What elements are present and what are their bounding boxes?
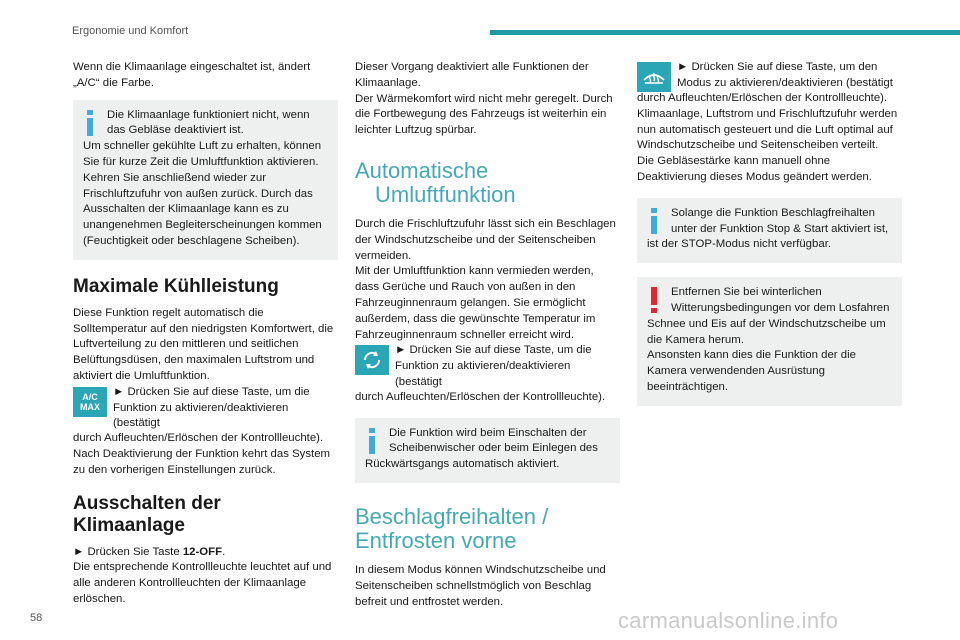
- info-icon: [647, 208, 661, 234]
- info-icon: [365, 428, 379, 454]
- column-3: [637, 60, 902, 416]
- watermark: carmanualsonline.info: [618, 608, 839, 633]
- heading-auto-recirculation: Automatische Umluftfunktion: [355, 157, 516, 207]
- info-box-stopstart: [637, 198, 902, 263]
- heading-max-cooling: Maximale Kühlleistung: [73, 275, 279, 297]
- heading-ac-off: Ausschalten der Klimaanlage: [73, 492, 221, 536]
- warning-first-line: Entfernen Sie bei winterlichen Witterungsbedingungen vor dem Losfahren: [647, 285, 892, 317]
- acmax-instruction: A/C MAX ► Drücken Sie auf diese Taste, um die Funktion zu aktivieren/deaktivieren (bestätigt: [73, 385, 338, 432]
- recirc-instruction: ► Drücken Sie auf diese Taste, um die Funktion zu aktivieren/deaktivieren (bestätigt: [355, 343, 620, 390]
- warning-box-camera: [637, 277, 902, 406]
- ac-off-press: ► Drücken Sie Taste 12-OFF.: [73, 545, 226, 558]
- defrost-text: In diesem Modus können Windschutzscheibe und Seitenscheiben schnellstmöglich von Beschlag befreit und entfrostet werden.: [355, 563, 606, 608]
- defrost-continued: durch Aufleuchten/Erlöschen der Kontrollleuchte).: [637, 92, 888, 104]
- recirc-continued: durch Aufleuchten/Erlöschen der Kontrollleuchte).: [355, 390, 606, 403]
- acmax-continued: durch Aufleuchten/Erlöschen der Kontrollleuchte). Nach Deaktivierung der Funktion kehrt das System zu den vorherigen Einstellungen zurück.: [73, 432, 331, 476]
- page-number: 58: [30, 612, 43, 624]
- recirculation-button-icon: [355, 345, 389, 375]
- heading-defrost: Beschlagfreihalten / Entfrosten vorne: [355, 503, 549, 553]
- ac-off-text: Die entsprechende Kontrollleuchte leuchtet auf und alle anderen Kontrollleuchten der Klimaanlage erlöschen.: [73, 561, 332, 605]
- info-first-line: Die Klimaanlage funktioniert nicht, wenn das Gebläse deaktiviert ist.: [83, 108, 328, 140]
- off-key-label: 12-OFF: [182, 545, 223, 558]
- header-accent-bar: [490, 30, 960, 35]
- max-cooling-text: Diese Funktion regelt automatisch die Solltemperatur auf den niedrigsten Komfortwert, die Luftverteilung zu den mittleren und seitlichen Belüftungsdüsen, den maximalen Luftstrom und aktiviert die Umluftfunktion.: [73, 306, 334, 382]
- info-first-line: Solange die Funktion Beschlagfreihalten unter der Funktion Stop & Start aktiviert ist,: [647, 206, 892, 238]
- recirc-text: Durch die Frischluftzufuhr lässt sich ein Beschlagen der Windschutzscheibe und der Seitenscheiben vermeiden.: [355, 217, 616, 262]
- defrost-instruction: ► Drücken Sie auf diese Taste, um den Modus zu aktivieren/deaktivieren (bestätigt: [637, 60, 902, 92]
- warning-body-2: Ansonsten kann dies die Funktion der die Kamera verwendenden Ausrüstung beeinträchtigen.: [647, 349, 856, 393]
- recirc-text-2: Mit der Umluftfunktion kann vermieden werden, dass Gerüche und Rauch von außen in den Fahrzeuginnenraum gelangen. Sie ermöglicht außerdem, dass die gewünschte Temperatur im Fahrzeuginnenraum schneller erreicht wird.: [355, 265, 596, 341]
- info-body: Um schneller gekühlte Luft zu erhalten, können Sie für kurze Zeit die Umluftfunktion aktivieren. Kehren Sie anschließend wieder zur Frischluftzufuhr von außen zurück. Durch das Ausschalten der Klimaanlage kann es zu unangenehmen Begleiterscheinungen kommen (Feuchtigkeit oder beschlagene Scheiben).: [83, 140, 322, 247]
- ac-label: „A/C“ die Farbe.: [73, 76, 155, 89]
- defrost-auto-text: Klimaanlage, Luftstrom und Frischluftzufuhr werden nun automatisch gesteuert und die Luft optimal auf Windschutzscheibe und Seitenscheiben verteilt.: [637, 107, 898, 152]
- info-box-climate: [73, 100, 338, 260]
- info-body: Rückwärtsgangs automatisch aktiviert.: [365, 458, 560, 471]
- column-1: [73, 60, 338, 608]
- info-icon: [83, 110, 97, 136]
- info-first-line: Die Funktion wird beim Einschalten der Scheibenwischer oder beim Einlegen des: [365, 426, 610, 458]
- ac-color-note: Wenn die Klimaanlage eingeschaltet ist, ändert „A/C“ die Farbe.: [73, 61, 311, 89]
- deactivate-text: Dieser Vorgang deaktiviert alle Funktionen der Klimaanlage.: [355, 61, 589, 89]
- info-box-recirc: [355, 418, 620, 483]
- warning-icon: [647, 287, 661, 313]
- defrost-fan-text: Die Gebläsestärke kann manuell ohne Deaktivierung dieses Modus geändert werden.: [637, 155, 872, 183]
- thermal-text: Der Wärmekomfort wird nicht mehr geregelt. Durch die Fortbewegung des Fahrzeugs ist weiterhin ein leichter Luftzug spürbar.: [355, 92, 613, 137]
- ac-max-button-icon: A/C MAX: [73, 387, 107, 417]
- section-header: Ergonomie und Komfort: [72, 25, 189, 37]
- info-body: ist der STOP-Modus nicht verfügbar.: [647, 238, 832, 251]
- warning-body: Schnee und Eis auf der Windschutzscheibe um die Kamera herum.: [647, 317, 886, 346]
- column-2: [355, 60, 620, 610]
- windshield-defrost-button-icon: [637, 62, 671, 92]
